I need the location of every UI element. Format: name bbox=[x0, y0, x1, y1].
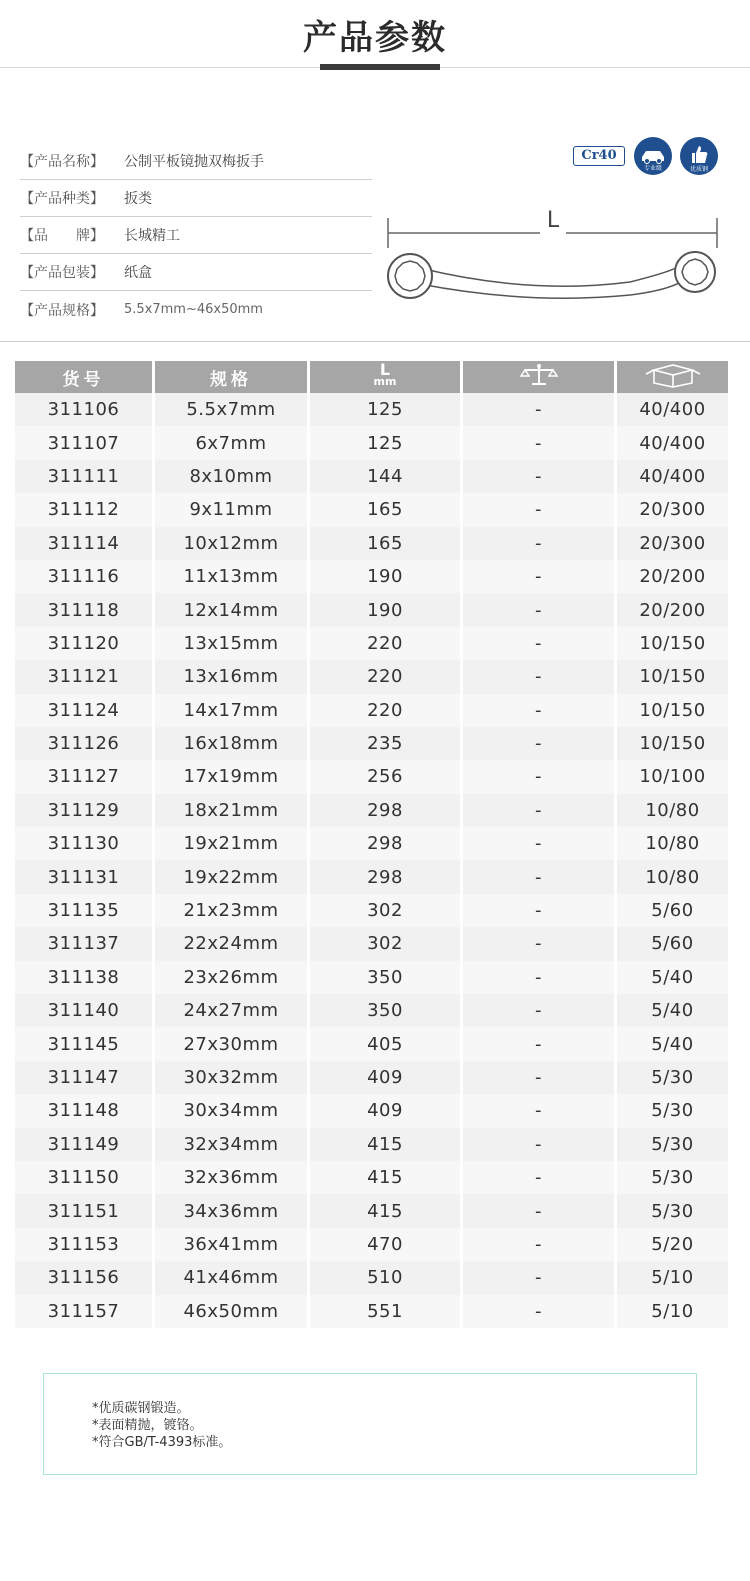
cell-spec: 41x46mm bbox=[155, 1261, 310, 1294]
table-row bbox=[15, 393, 728, 426]
cell-length: 415 bbox=[310, 1161, 463, 1194]
cell-spec: 6x7mm bbox=[155, 426, 310, 459]
cell-item-no: 311138 bbox=[15, 961, 155, 994]
cell-packing: 5/10 bbox=[617, 1295, 728, 1328]
cell-spec: 23x26mm bbox=[155, 961, 310, 994]
cell-weight: - bbox=[463, 927, 617, 960]
cell-length: 298 bbox=[310, 794, 463, 827]
cell-spec: 8x10mm bbox=[155, 460, 310, 493]
cell-weight: - bbox=[463, 493, 617, 526]
cell-packing: 5/60 bbox=[617, 894, 728, 927]
cell-weight: - bbox=[463, 961, 617, 994]
cell-spec: 30x34mm bbox=[155, 1094, 310, 1127]
cell-weight: - bbox=[463, 527, 617, 560]
cell-length: 409 bbox=[310, 1061, 463, 1094]
cell-weight: - bbox=[463, 593, 617, 626]
cell-weight: - bbox=[463, 760, 617, 793]
cell-length: 144 bbox=[310, 460, 463, 493]
cell-item-no: 311147 bbox=[15, 1061, 155, 1094]
table-row bbox=[15, 1161, 728, 1194]
table-row bbox=[15, 961, 728, 994]
cell-weight: - bbox=[463, 794, 617, 827]
cell-item-no: 311120 bbox=[15, 627, 155, 660]
cell-packing: 5/30 bbox=[617, 1094, 728, 1127]
cell-item-no: 311137 bbox=[15, 927, 155, 960]
cell-item-no: 311106 bbox=[15, 393, 155, 426]
cell-item-no: 311145 bbox=[15, 1027, 155, 1060]
cell-spec: 36x41mm bbox=[155, 1228, 310, 1261]
cell-packing: 10/150 bbox=[617, 727, 728, 760]
cell-length: 302 bbox=[310, 894, 463, 927]
cell-length: 165 bbox=[310, 527, 463, 560]
cell-spec: 34x36mm bbox=[155, 1194, 310, 1227]
cell-item-no: 311126 bbox=[15, 727, 155, 760]
table-row bbox=[15, 994, 728, 1027]
info-key: 【产品名称】 bbox=[20, 154, 104, 170]
table-row bbox=[15, 660, 728, 693]
table-row bbox=[15, 727, 728, 760]
cell-spec: 24x27mm bbox=[155, 994, 310, 1027]
table-row bbox=[15, 527, 728, 560]
quality-steel-label: 优质钢 bbox=[689, 166, 709, 173]
wrench-dimension-diagram bbox=[380, 200, 725, 310]
cell-length: 256 bbox=[310, 760, 463, 793]
table-row bbox=[15, 694, 728, 727]
pro-grade-label: 专业级 bbox=[643, 165, 663, 172]
cell-spec: 12x14mm bbox=[155, 593, 310, 626]
cell-packing: 5/40 bbox=[617, 994, 728, 1027]
page-title: 产品参数 bbox=[303, 18, 447, 58]
table-row bbox=[15, 827, 728, 860]
cell-length: 302 bbox=[310, 927, 463, 960]
cell-length: 235 bbox=[310, 727, 463, 760]
cell-length: 220 bbox=[310, 660, 463, 693]
cell-spec: 46x50mm bbox=[155, 1295, 310, 1328]
table-row bbox=[15, 860, 728, 893]
table-row bbox=[15, 560, 728, 593]
cell-item-no: 311116 bbox=[15, 560, 155, 593]
cell-item-no: 311111 bbox=[15, 460, 155, 493]
table-row bbox=[15, 460, 728, 493]
section-divider bbox=[0, 341, 750, 342]
note-line: *表面精抛，镀铬。 bbox=[92, 1418, 203, 1433]
cell-packing: 20/200 bbox=[617, 560, 728, 593]
header-length-l: L bbox=[379, 360, 391, 379]
cell-weight: - bbox=[463, 894, 617, 927]
cell-packing: 10/150 bbox=[617, 694, 728, 727]
cell-spec: 27x30mm bbox=[155, 1027, 310, 1060]
cell-spec: 16x18mm bbox=[155, 727, 310, 760]
info-key: 【产品规格】 bbox=[20, 302, 104, 319]
cell-packing: 40/400 bbox=[617, 426, 728, 459]
note-line: *优质碳钢锻造。 bbox=[92, 1401, 190, 1416]
cell-weight: - bbox=[463, 727, 617, 760]
table-row bbox=[15, 1295, 728, 1328]
header-spec: 规格 bbox=[155, 361, 310, 393]
cell-item-no: 311148 bbox=[15, 1094, 155, 1127]
cell-item-no: 311118 bbox=[15, 593, 155, 626]
cell-item-no: 311112 bbox=[15, 493, 155, 526]
info-row-brand bbox=[20, 217, 372, 254]
table-row bbox=[15, 1228, 728, 1261]
cell-weight: - bbox=[463, 1027, 617, 1060]
info-row-name bbox=[20, 143, 372, 180]
header-packing bbox=[617, 361, 728, 393]
cell-spec: 11x13mm bbox=[155, 560, 310, 593]
cell-packing: 10/80 bbox=[617, 794, 728, 827]
cell-item-no: 311156 bbox=[15, 1261, 155, 1294]
cell-weight: - bbox=[463, 426, 617, 459]
table-row bbox=[15, 894, 728, 927]
cell-weight: - bbox=[463, 1161, 617, 1194]
cell-length: 415 bbox=[310, 1128, 463, 1161]
cell-item-no: 311130 bbox=[15, 827, 155, 860]
page-header bbox=[0, 0, 750, 70]
cell-item-no: 311107 bbox=[15, 426, 155, 459]
cell-item-no: 311114 bbox=[15, 527, 155, 560]
cell-length: 125 bbox=[310, 426, 463, 459]
info-key: 【品 牌】 bbox=[20, 228, 104, 244]
cell-packing: 20/300 bbox=[617, 527, 728, 560]
balance-scale-icon bbox=[517, 362, 561, 388]
cell-length: 551 bbox=[310, 1295, 463, 1328]
info-value: 纸盒 bbox=[124, 265, 152, 281]
header-length-unit: mm bbox=[373, 375, 397, 388]
cell-spec: 22x24mm bbox=[155, 927, 310, 960]
cell-spec: 18x21mm bbox=[155, 794, 310, 827]
cell-packing: 5/30 bbox=[617, 1061, 728, 1094]
info-value: 扳类 bbox=[124, 191, 152, 207]
cr40-badge: Cr40 bbox=[573, 146, 625, 166]
info-value: 5.5x7mm~46x50mm bbox=[124, 302, 263, 317]
cell-weight: - bbox=[463, 460, 617, 493]
cell-packing: 40/400 bbox=[617, 393, 728, 426]
cell-packing: 5/60 bbox=[617, 927, 728, 960]
quality-steel-badge bbox=[680, 137, 718, 175]
cell-item-no: 311151 bbox=[15, 1194, 155, 1227]
cell-item-no: 311129 bbox=[15, 794, 155, 827]
header-weight bbox=[463, 361, 617, 393]
table-row bbox=[15, 493, 728, 526]
cell-packing: 5/40 bbox=[617, 1027, 728, 1060]
cell-spec: 32x36mm bbox=[155, 1161, 310, 1194]
note-line: *符合GB/T-4393标准。 bbox=[92, 1435, 232, 1450]
cell-packing: 10/100 bbox=[617, 760, 728, 793]
cell-weight: - bbox=[463, 827, 617, 860]
spec-table bbox=[15, 361, 728, 1328]
cell-item-no: 311121 bbox=[15, 660, 155, 693]
table-row bbox=[15, 1094, 728, 1127]
cell-weight: - bbox=[463, 1295, 617, 1328]
double-box-wrench-icon bbox=[388, 252, 715, 298]
cell-item-no: 311131 bbox=[15, 860, 155, 893]
cell-spec: 10x12mm bbox=[155, 527, 310, 560]
cell-item-no: 311127 bbox=[15, 760, 155, 793]
cell-length: 350 bbox=[310, 994, 463, 1027]
cell-packing: 10/80 bbox=[617, 860, 728, 893]
cell-length: 470 bbox=[310, 1228, 463, 1261]
package-box-icon bbox=[640, 362, 706, 388]
product-info-list bbox=[20, 143, 372, 328]
cell-length: 220 bbox=[310, 627, 463, 660]
table-header-row bbox=[15, 361, 728, 393]
cell-packing: 5/30 bbox=[617, 1161, 728, 1194]
cell-spec: 19x21mm bbox=[155, 827, 310, 860]
cell-weight: - bbox=[463, 1061, 617, 1094]
table-row bbox=[15, 794, 728, 827]
cell-item-no: 311157 bbox=[15, 1295, 155, 1328]
info-value: 长城精工 bbox=[124, 228, 180, 244]
info-row-spec bbox=[20, 291, 372, 328]
cell-item-no: 311150 bbox=[15, 1161, 155, 1194]
table-row bbox=[15, 1194, 728, 1227]
cell-item-no: 311124 bbox=[15, 694, 155, 727]
table-row bbox=[15, 927, 728, 960]
table-row bbox=[15, 1061, 728, 1094]
cell-weight: - bbox=[463, 1128, 617, 1161]
cell-length: 350 bbox=[310, 961, 463, 994]
car-icon bbox=[634, 137, 672, 175]
cell-packing: 5/10 bbox=[617, 1261, 728, 1294]
cell-packing: 5/40 bbox=[617, 961, 728, 994]
cell-length: 510 bbox=[310, 1261, 463, 1294]
header-length bbox=[310, 361, 463, 393]
title-underline-bar bbox=[320, 64, 440, 70]
info-row-packaging bbox=[20, 254, 372, 291]
cell-packing: 40/400 bbox=[617, 460, 728, 493]
table-row bbox=[15, 1128, 728, 1161]
dimension-label-l: L bbox=[546, 208, 560, 233]
cell-length: 415 bbox=[310, 1194, 463, 1227]
spec-table-body bbox=[15, 393, 728, 1328]
cell-length: 220 bbox=[310, 694, 463, 727]
cell-length: 405 bbox=[310, 1027, 463, 1060]
cell-weight: - bbox=[463, 660, 617, 693]
cell-length: 298 bbox=[310, 860, 463, 893]
feature-badges bbox=[568, 136, 728, 178]
notes-box bbox=[43, 1373, 697, 1475]
cell-weight: - bbox=[463, 994, 617, 1027]
table-row bbox=[15, 426, 728, 459]
cell-length: 190 bbox=[310, 560, 463, 593]
cell-packing: 5/30 bbox=[617, 1128, 728, 1161]
cell-packing: 10/150 bbox=[617, 627, 728, 660]
cell-spec: 19x22mm bbox=[155, 860, 310, 893]
cell-spec: 5.5x7mm bbox=[155, 393, 310, 426]
cell-packing: 10/150 bbox=[617, 660, 728, 693]
cell-item-no: 311140 bbox=[15, 994, 155, 1027]
cell-item-no: 311149 bbox=[15, 1128, 155, 1161]
cell-spec: 13x15mm bbox=[155, 627, 310, 660]
cell-weight: - bbox=[463, 860, 617, 893]
cell-spec: 30x32mm bbox=[155, 1061, 310, 1094]
cell-length: 190 bbox=[310, 593, 463, 626]
table-row bbox=[15, 627, 728, 660]
cell-item-no: 311135 bbox=[15, 894, 155, 927]
cell-weight: - bbox=[463, 1094, 617, 1127]
cell-spec: 14x17mm bbox=[155, 694, 310, 727]
cell-packing: 20/200 bbox=[617, 593, 728, 626]
cell-weight: - bbox=[463, 560, 617, 593]
cell-weight: - bbox=[463, 627, 617, 660]
cell-packing: 20/300 bbox=[617, 493, 728, 526]
info-value: 公制平板镜抛双梅扳手 bbox=[124, 154, 264, 170]
cell-length: 409 bbox=[310, 1094, 463, 1127]
cell-weight: - bbox=[463, 1261, 617, 1294]
thumbs-up-icon bbox=[680, 137, 718, 175]
table-row bbox=[15, 760, 728, 793]
cell-spec: 17x19mm bbox=[155, 760, 310, 793]
cell-length: 298 bbox=[310, 827, 463, 860]
cell-spec: 21x23mm bbox=[155, 894, 310, 927]
table-row bbox=[15, 593, 728, 626]
cell-packing: 10/80 bbox=[617, 827, 728, 860]
header-item-no: 货号 bbox=[15, 361, 155, 393]
cell-packing: 5/30 bbox=[617, 1194, 728, 1227]
cell-spec: 32x34mm bbox=[155, 1128, 310, 1161]
cell-spec: 13x16mm bbox=[155, 660, 310, 693]
cell-item-no: 311153 bbox=[15, 1228, 155, 1261]
cell-length: 165 bbox=[310, 493, 463, 526]
cell-weight: - bbox=[463, 1228, 617, 1261]
table-row bbox=[15, 1027, 728, 1060]
info-key: 【产品包装】 bbox=[20, 265, 104, 281]
info-key: 【产品种类】 bbox=[20, 191, 104, 207]
cell-packing: 5/20 bbox=[617, 1228, 728, 1261]
info-row-category bbox=[20, 180, 372, 217]
cell-weight: - bbox=[463, 393, 617, 426]
cell-length: 125 bbox=[310, 393, 463, 426]
pro-grade-badge bbox=[634, 137, 672, 175]
table-row bbox=[15, 1261, 728, 1294]
cell-weight: - bbox=[463, 1194, 617, 1227]
cell-spec: 9x11mm bbox=[155, 493, 310, 526]
cell-weight: - bbox=[463, 694, 617, 727]
